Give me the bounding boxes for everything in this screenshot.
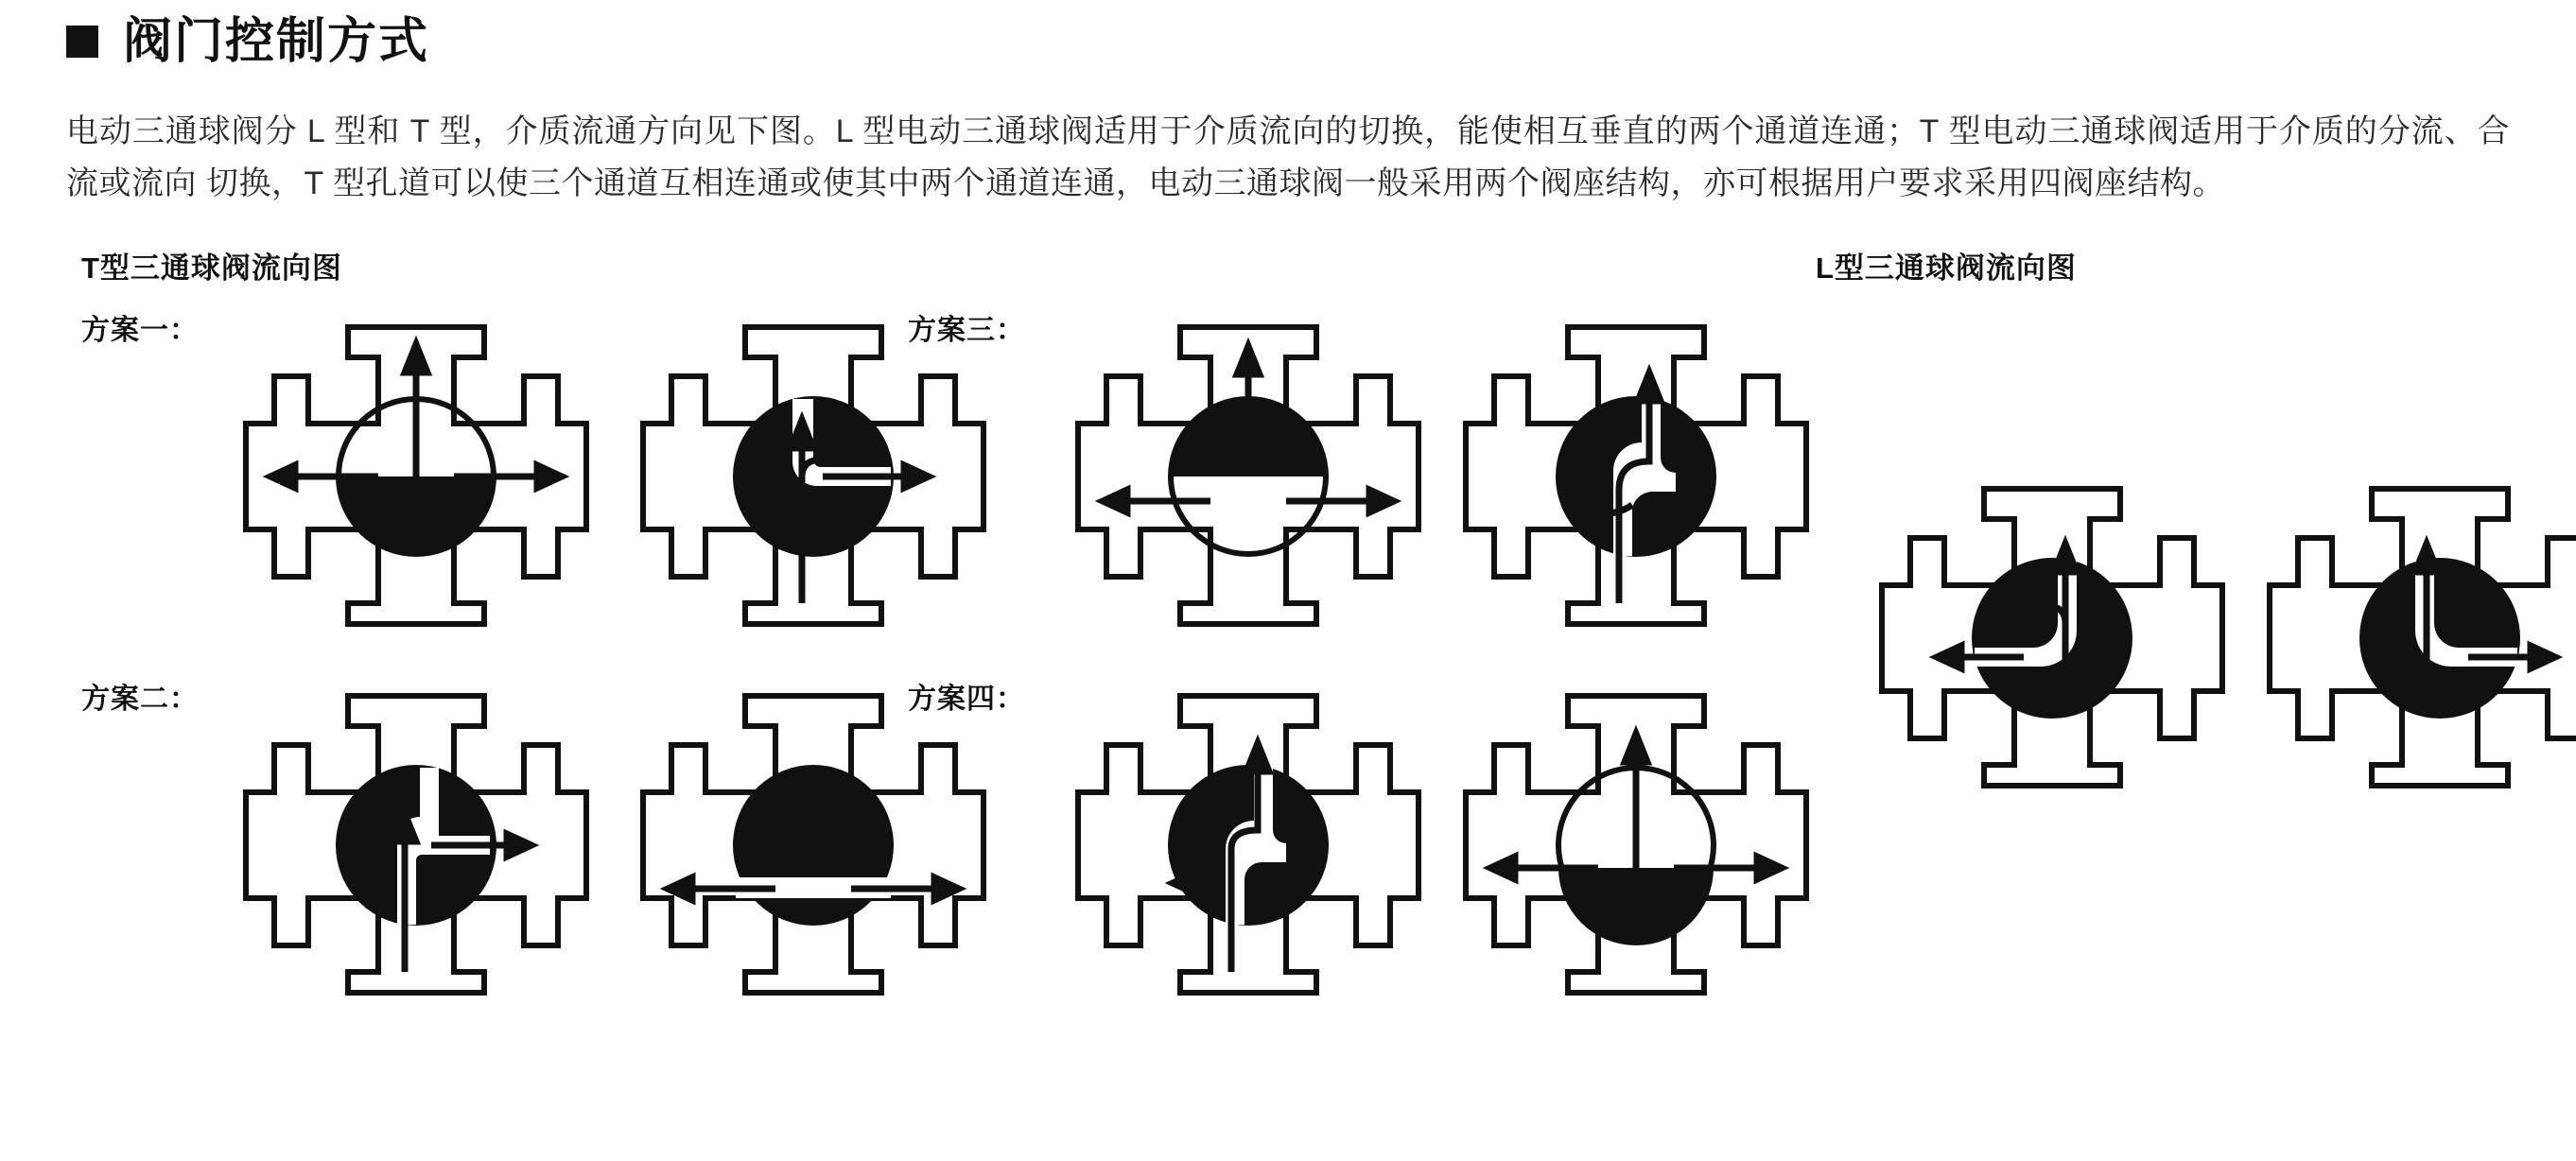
scheme-label-3: 方案三： — [908, 315, 1025, 347]
section-heading — [66, 0, 2510, 69]
valve-t-scheme1-right — [634, 320, 993, 632]
valve-l-right — [2260, 481, 2576, 793]
valve-t-scheme2-right — [634, 688, 993, 1000]
scheme-label-4: 方案四： — [908, 684, 1025, 716]
page-title: 阀门控制方式 — [123, 14, 430, 69]
caption-t-type: T型三通球阀流向图 — [81, 251, 342, 286]
valve-t-scheme3-right — [1456, 320, 1816, 632]
scheme-label-2: 方案二： — [81, 684, 199, 716]
intro-paragraph: 电动三通球阀分 L 型和 T 型，介质流通方向见下图。L 型电动三通球阀适用于介质流向的切换，能使相互垂直的两个通道连通；T 型电动三通球阀适用于介质的分流、合流或流向 切换，T 型孔道可以使三个通道互相连通或使其中两个通道连通，电动三通球阀一般采用两个阀座结构，亦可根据用户要求采用四阀座结构。 — [66, 113, 2510, 202]
valve-t-scheme1-left — [236, 320, 596, 632]
valve-t-scheme2-left — [236, 688, 596, 1000]
square-bullet-icon — [66, 26, 98, 58]
valve-diagram-area — [66, 297, 2510, 1053]
caption-l-type: L型三通球阀流向图 — [1816, 251, 2077, 286]
valve-l-left — [1872, 481, 2232, 793]
diagram-captions — [66, 244, 2510, 287]
valve-t-scheme4-right — [1456, 688, 1816, 1000]
valve-t-scheme4-left — [1069, 688, 1428, 1000]
scheme-label-1: 方案一： — [81, 315, 199, 347]
valve-t-scheme3-left — [1069, 320, 1428, 632]
